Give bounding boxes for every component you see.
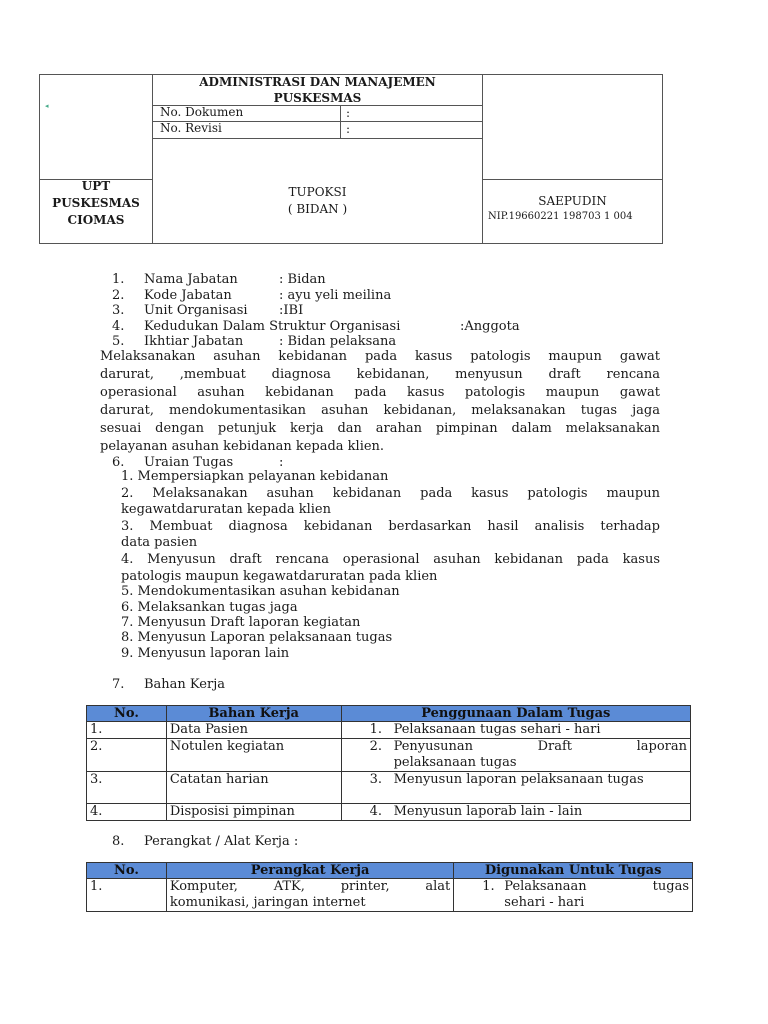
- no-revisi-value: :: [346, 122, 351, 136]
- signer-name: SAEPUDIN: [538, 194, 607, 208]
- logo-placeholder-icon: ◂: [45, 102, 49, 110]
- description-line: sesuai dengan petunjuk kerja dan arahan pimpinan dalam melaksanakan: [100, 421, 660, 436]
- org-line3: CIOMAS: [67, 213, 125, 227]
- info-label: Kode Jabatan: [144, 288, 232, 303]
- no-dokumen-value: :: [346, 106, 351, 120]
- doc-title-line2: ( BIDAN ): [287, 202, 348, 216]
- task-item: 9. Menyusun laporan lain: [121, 646, 290, 661]
- info-label: Unit Organisasi: [144, 303, 248, 318]
- info-value: :Anggota: [460, 319, 520, 334]
- info-value: : Bidan: [279, 272, 326, 287]
- cell-bahan: Data Pasien: [166, 722, 341, 739]
- perangkat-table: [86, 862, 693, 912]
- col-header-penggunaan: Penggunaan Dalam Tugas: [341, 706, 690, 722]
- task-item: 8. Menyusun Laporan pelaksanaan tugas: [121, 630, 393, 645]
- table-row: [87, 804, 691, 821]
- description-line: pelayanan asuhan kebidanan kepada klien.: [100, 439, 385, 454]
- table-row: [87, 739, 691, 772]
- section-colon: :: [279, 455, 284, 470]
- cell-no: 1.: [87, 722, 167, 739]
- header-title-line2: PUSKESMAS: [273, 91, 362, 105]
- usage-text: Menyusun laporab lain - lain: [393, 804, 583, 819]
- usage-text: Penyusunan Draft laporan: [393, 739, 687, 754]
- col-header-digunakan: Digunakan Untuk Tugas: [454, 863, 693, 879]
- usage-num: 2.: [369, 739, 382, 754]
- info-value: :IBI: [279, 303, 304, 318]
- table-row: [87, 879, 693, 912]
- usage-text-cont: pelaksanaan tugas: [393, 755, 517, 770]
- cell-digunakan: [454, 879, 693, 912]
- task-item: 6. Melaksankan tugas jaga: [121, 600, 298, 615]
- table-header-row: [87, 706, 691, 722]
- doc-title-line1: TUPOKSI: [288, 185, 347, 199]
- task-item-cont: data pasien: [121, 535, 198, 550]
- col-header-no: No.: [87, 706, 167, 722]
- task-item: 2. Melaksanakan asuhan kebidanan pada kasus patologis maupun: [121, 486, 660, 501]
- task-item: 3. Membuat diagnosa kebidanan berdasarkan hasil analisis terhadap: [121, 519, 660, 534]
- section-label: Bahan Kerja: [144, 677, 225, 692]
- table-row: [87, 722, 691, 739]
- task-item: 4. Menyusun draft rencana operasional asuhan kebidanan pada kasus: [121, 552, 660, 567]
- cell-perangkat: [166, 879, 453, 912]
- description-line: darurat, ,membuat diagnosa kebidanan, menyusun draft rencana: [100, 367, 660, 382]
- task-item: 7. Menyusun Draft laporan kegiatan: [121, 615, 361, 630]
- section-num: 6.: [112, 455, 125, 470]
- task-text-cont: sehari - hari: [504, 895, 585, 910]
- description-line: Melaksanakan asuhan kebidanan pada kasus patologis maupun gawat: [100, 349, 660, 364]
- cell-penggunaan: [341, 804, 690, 821]
- cell-bahan: Disposisi pimpinan: [166, 804, 341, 821]
- cell-no: 1.: [87, 879, 167, 912]
- task-item-cont: patologis maupun kegawatdaruratan pada klien: [121, 569, 438, 584]
- section-num: 8.: [112, 834, 125, 849]
- section-num: 7.: [112, 677, 125, 692]
- bahan-kerja-table: [86, 705, 691, 821]
- description-line: darurat, mendokumentasikan asuhan kebidanan, melaksanakan tugas jaga: [100, 403, 660, 418]
- tool-text: Komputer, ATK, printer, alat: [169, 879, 451, 894]
- usage-num: 1.: [369, 722, 382, 737]
- header-title-line1: ADMINISTRASI DAN MANAJEMEN: [199, 75, 436, 89]
- task-item-cont: kegawatdaruratan kepada klien: [121, 502, 331, 517]
- cell-penggunaan: [341, 739, 690, 772]
- cell-penggunaan: [341, 722, 690, 739]
- cell-penggunaan: [341, 772, 690, 804]
- table-row: [87, 772, 691, 804]
- info-label: Nama Jabatan: [144, 272, 238, 287]
- cell-bahan: Notulen kegiatan: [166, 739, 341, 772]
- info-label: Kedudukan Dalam Struktur Organisasi: [144, 319, 401, 334]
- info-value: : Bidan pelaksana: [279, 334, 397, 349]
- info-num: 4.: [112, 319, 125, 334]
- info-num: 2.: [112, 288, 125, 303]
- info-num: 1.: [112, 272, 125, 287]
- table-header-row: [87, 863, 693, 879]
- usage-text: Menyusun laporan pelaksanaan tugas: [393, 772, 644, 787]
- col-header-bahan: Bahan Kerja: [166, 706, 341, 722]
- tool-text-cont: komunikasi, jaringan internet: [169, 895, 366, 910]
- col-header-no: No.: [87, 863, 167, 879]
- section-label: Perangkat / Alat Kerja :: [144, 834, 299, 849]
- description-line: operasional asuhan kebidanan pada kasus patologis maupun gawat: [100, 385, 660, 400]
- info-num: 3.: [112, 303, 125, 318]
- cell-bahan: Catatan harian: [166, 772, 341, 804]
- cell-no: 3.: [87, 772, 167, 804]
- no-dokumen-label: No. Dokumen: [160, 105, 244, 119]
- task-text: Pelaksanaan tugas: [504, 879, 689, 894]
- org-line2: PUSKESMAS: [52, 196, 140, 210]
- no-revisi-label: No. Revisi: [160, 121, 222, 135]
- info-value: : ayu yeli meilina: [279, 288, 392, 303]
- cell-no: 4.: [87, 804, 167, 821]
- usage-num: 3.: [369, 772, 382, 787]
- section-label: Uraian Tugas: [144, 455, 234, 470]
- col-header-perangkat: Perangkat Kerja: [166, 863, 453, 879]
- task-item: 5. Mendokumentasikan asuhan kebidanan: [121, 584, 400, 599]
- cell-no: 2.: [87, 739, 167, 772]
- org-line1: UPT: [81, 179, 111, 193]
- usage-text: Pelaksanaan tugas sehari - hari: [393, 722, 601, 737]
- task-item: 1. Mempersiapkan pelayanan kebidanan: [121, 469, 389, 484]
- info-num: 5.: [112, 334, 125, 349]
- signer-nip: NIP.19660221 198703 1 004: [488, 211, 633, 222]
- usage-num: 4.: [369, 804, 382, 819]
- task-num: 1.: [482, 879, 495, 894]
- info-label: Ikhtiar Jabatan: [144, 334, 244, 349]
